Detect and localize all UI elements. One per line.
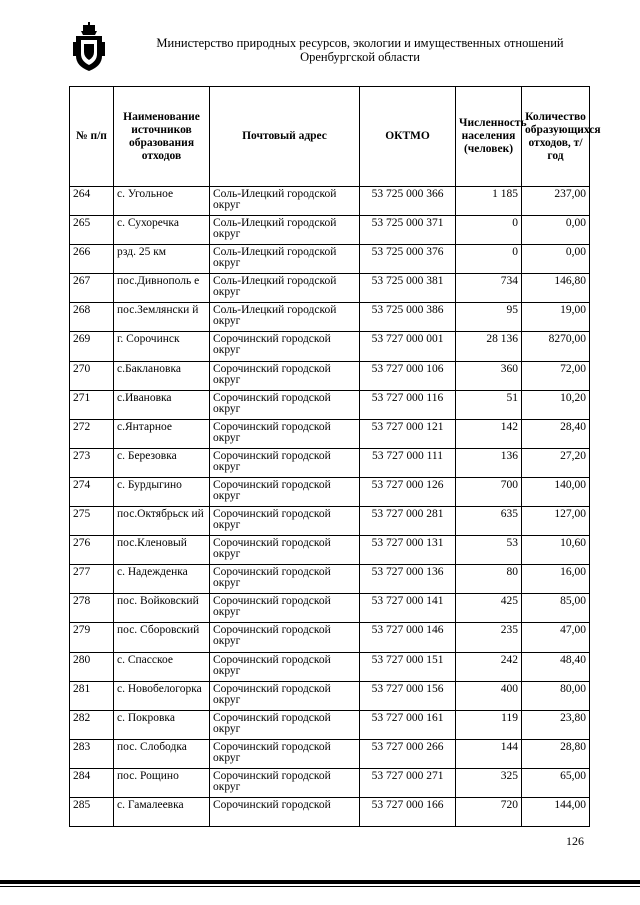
oktmo-code: 53 727 000 111 bbox=[360, 448, 456, 477]
population: 242 bbox=[456, 652, 522, 681]
table-row bbox=[70, 652, 590, 681]
table-row bbox=[70, 710, 590, 739]
source-name: пос. Слободка bbox=[114, 739, 210, 768]
table-row bbox=[70, 565, 590, 594]
postal-address: Соль-Илецкий городской округ bbox=[210, 187, 360, 216]
waste-amount: 48,40 bbox=[522, 652, 590, 681]
population: 53 bbox=[456, 536, 522, 565]
source-name: с. Новобелогорка bbox=[114, 681, 210, 710]
postal-address: Сорочинский городской округ bbox=[210, 768, 360, 797]
waste-amount: 127,00 bbox=[522, 507, 590, 536]
postal-address: Сорочинский городской bbox=[210, 797, 360, 826]
oktmo-code: 53 727 000 266 bbox=[360, 739, 456, 768]
footer-rule-thin bbox=[0, 886, 640, 887]
oktmo-code: 53 727 000 151 bbox=[360, 652, 456, 681]
waste-amount: 0,00 bbox=[522, 216, 590, 245]
oktmo-code: 53 725 000 376 bbox=[360, 245, 456, 274]
waste-amount: 16,00 bbox=[522, 565, 590, 594]
table-row bbox=[70, 477, 590, 506]
oktmo-code: 53 727 000 131 bbox=[360, 536, 456, 565]
population: 734 bbox=[456, 274, 522, 303]
column-header: Наименование источников образования отходов bbox=[114, 87, 210, 187]
source-name: пос. Сборовский bbox=[114, 623, 210, 652]
table-row bbox=[70, 187, 590, 216]
oktmo-code: 53 725 000 386 bbox=[360, 303, 456, 332]
population: 235 bbox=[456, 623, 522, 652]
column-header: Количество образующихся отходов, т/год bbox=[522, 87, 590, 187]
source-name: пос. Рощино bbox=[114, 768, 210, 797]
row-number: 278 bbox=[70, 594, 114, 623]
row-number: 267 bbox=[70, 274, 114, 303]
postal-address: Сорочинский городской округ bbox=[210, 594, 360, 623]
table-row bbox=[70, 419, 590, 448]
population: 360 bbox=[456, 361, 522, 390]
row-number: 279 bbox=[70, 623, 114, 652]
ministry-title bbox=[120, 36, 600, 64]
oktmo-code: 53 727 000 271 bbox=[360, 768, 456, 797]
waste-amount: 72,00 bbox=[522, 361, 590, 390]
table-header-row bbox=[70, 87, 590, 187]
page-number: 126 bbox=[566, 834, 584, 848]
waste-amount: 23,80 bbox=[522, 710, 590, 739]
table-row bbox=[70, 274, 590, 303]
population: 119 bbox=[456, 710, 522, 739]
population: 0 bbox=[456, 245, 522, 274]
table-row bbox=[70, 536, 590, 565]
oktmo-code: 53 727 000 281 bbox=[360, 507, 456, 536]
postal-address: Соль-Илецкий городской округ bbox=[210, 245, 360, 274]
population: 95 bbox=[456, 303, 522, 332]
source-name: с. Березовка bbox=[114, 448, 210, 477]
population: 142 bbox=[456, 419, 522, 448]
source-name: с.Янтарное bbox=[114, 419, 210, 448]
oktmo-code: 53 727 000 141 bbox=[360, 594, 456, 623]
source-name: пос.Землянски й bbox=[114, 303, 210, 332]
waste-amount: 28,40 bbox=[522, 419, 590, 448]
table-row bbox=[70, 507, 590, 536]
source-name: с. Гамалеевка bbox=[114, 797, 210, 826]
oktmo-code: 53 727 000 136 bbox=[360, 565, 456, 594]
table-row bbox=[70, 681, 590, 710]
postal-address: Сорочинский городской округ bbox=[210, 361, 360, 390]
column-header: № п/п bbox=[70, 87, 114, 187]
population: 1 185 bbox=[456, 187, 522, 216]
oktmo-code: 53 725 000 371 bbox=[360, 216, 456, 245]
population: 720 bbox=[456, 797, 522, 826]
postal-address: Соль-Илецкий городской округ bbox=[210, 274, 360, 303]
source-name: пос.Кленовый bbox=[114, 536, 210, 565]
source-name: г. Сорочинск bbox=[114, 332, 210, 361]
row-number: 284 bbox=[70, 768, 114, 797]
row-number: 269 bbox=[70, 332, 114, 361]
waste-amount: 10,20 bbox=[522, 390, 590, 419]
row-number: 264 bbox=[70, 187, 114, 216]
source-name: с. Надежденка bbox=[114, 565, 210, 594]
postal-address: Сорочинский городской округ bbox=[210, 419, 360, 448]
table-row bbox=[70, 797, 590, 826]
table-row bbox=[70, 216, 590, 245]
table-row bbox=[70, 332, 590, 361]
postal-address: Сорочинский городской округ bbox=[210, 332, 360, 361]
table-row bbox=[70, 739, 590, 768]
row-number: 281 bbox=[70, 681, 114, 710]
row-number: 274 bbox=[70, 477, 114, 506]
table-row bbox=[70, 768, 590, 797]
row-number: 271 bbox=[70, 390, 114, 419]
population: 144 bbox=[456, 739, 522, 768]
table-row bbox=[70, 594, 590, 623]
waste-amount: 237,00 bbox=[522, 187, 590, 216]
row-number: 272 bbox=[70, 419, 114, 448]
row-number: 273 bbox=[70, 448, 114, 477]
coat-of-arms-icon bbox=[73, 22, 105, 72]
source-name: рзд. 25 км bbox=[114, 245, 210, 274]
oktmo-code: 53 727 000 161 bbox=[360, 710, 456, 739]
table-row bbox=[70, 448, 590, 477]
oktmo-code: 53 727 000 121 bbox=[360, 419, 456, 448]
source-name: пос. Войковский bbox=[114, 594, 210, 623]
waste-amount: 140,00 bbox=[522, 477, 590, 506]
postal-address: Соль-Илецкий городской округ bbox=[210, 216, 360, 245]
population: 700 bbox=[456, 477, 522, 506]
oktmo-code: 53 727 000 156 bbox=[360, 681, 456, 710]
oktmo-code: 53 727 000 146 bbox=[360, 623, 456, 652]
row-number: 283 bbox=[70, 739, 114, 768]
waste-amount: 27,20 bbox=[522, 448, 590, 477]
postal-address: Сорочинский городской округ bbox=[210, 623, 360, 652]
source-name: с.Баклановка bbox=[114, 361, 210, 390]
waste-sources-table bbox=[69, 86, 601, 827]
row-number: 268 bbox=[70, 303, 114, 332]
postal-address: Сорочинский городской округ bbox=[210, 536, 360, 565]
row-number: 276 bbox=[70, 536, 114, 565]
table-row bbox=[70, 361, 590, 390]
table-row bbox=[70, 245, 590, 274]
oktmo-code: 53 727 000 116 bbox=[360, 390, 456, 419]
waste-amount: 19,00 bbox=[522, 303, 590, 332]
waste-amount: 10,60 bbox=[522, 536, 590, 565]
row-number: 265 bbox=[70, 216, 114, 245]
waste-amount: 47,00 bbox=[522, 623, 590, 652]
source-name: с. Угольное bbox=[114, 187, 210, 216]
waste-amount: 146,80 bbox=[522, 274, 590, 303]
waste-amount: 85,00 bbox=[522, 594, 590, 623]
postal-address: Сорочинский городской округ bbox=[210, 565, 360, 594]
row-number: 266 bbox=[70, 245, 114, 274]
postal-address: Сорочинский городской округ bbox=[210, 710, 360, 739]
postal-address: Сорочинский городской округ bbox=[210, 739, 360, 768]
population: 400 bbox=[456, 681, 522, 710]
population: 325 bbox=[456, 768, 522, 797]
population: 51 bbox=[456, 390, 522, 419]
waste-amount: 65,00 bbox=[522, 768, 590, 797]
population: 136 bbox=[456, 448, 522, 477]
population: 80 bbox=[456, 565, 522, 594]
population: 0 bbox=[456, 216, 522, 245]
postal-address: Сорочинский городской округ bbox=[210, 390, 360, 419]
oktmo-code: 53 727 000 126 bbox=[360, 477, 456, 506]
row-number: 282 bbox=[70, 710, 114, 739]
source-name: с. Покровка bbox=[114, 710, 210, 739]
source-name: с. Сухоречка bbox=[114, 216, 210, 245]
population: 28 136 bbox=[456, 332, 522, 361]
postal-address: Соль-Илецкий городской округ bbox=[210, 303, 360, 332]
table-row bbox=[70, 623, 590, 652]
table-row bbox=[70, 390, 590, 419]
row-number: 270 bbox=[70, 361, 114, 390]
ministry-line-2: Оренбургской области bbox=[300, 50, 420, 64]
waste-amount: 8270,00 bbox=[522, 332, 590, 361]
waste-amount: 80,00 bbox=[522, 681, 590, 710]
postal-address: Сорочинский городской округ bbox=[210, 448, 360, 477]
waste-amount: 0,00 bbox=[522, 245, 590, 274]
source-name: с. Спасское bbox=[114, 652, 210, 681]
ministry-line-1: Министерство природных ресурсов, экологии и имущественных отношений bbox=[156, 36, 564, 50]
waste-amount: 144,00 bbox=[522, 797, 590, 826]
source-name: пос.Дивнополь е bbox=[114, 274, 210, 303]
postal-address: Сорочинский городской округ bbox=[210, 507, 360, 536]
oktmo-code: 53 727 000 001 bbox=[360, 332, 456, 361]
row-number: 285 bbox=[70, 797, 114, 826]
row-number: 275 bbox=[70, 507, 114, 536]
oktmo-code: 53 727 000 166 bbox=[360, 797, 456, 826]
population: 425 bbox=[456, 594, 522, 623]
oktmo-code: 53 725 000 366 bbox=[360, 187, 456, 216]
oktmo-code: 53 727 000 106 bbox=[360, 361, 456, 390]
oktmo-code: 53 725 000 381 bbox=[360, 274, 456, 303]
column-header: ОКТМО bbox=[360, 87, 456, 187]
row-number: 280 bbox=[70, 652, 114, 681]
population: 635 bbox=[456, 507, 522, 536]
column-header: Численность населения (человек) bbox=[456, 87, 522, 187]
source-name: с.Ивановка bbox=[114, 390, 210, 419]
row-number: 277 bbox=[70, 565, 114, 594]
postal-address: Сорочинский городской округ bbox=[210, 652, 360, 681]
page-header bbox=[0, 22, 640, 76]
table-row bbox=[70, 303, 590, 332]
source-name: пос.Октябрьск ий bbox=[114, 507, 210, 536]
postal-address: Сорочинский городской округ bbox=[210, 681, 360, 710]
table-body bbox=[70, 187, 590, 827]
column-header: Почтовый адрес bbox=[210, 87, 360, 187]
footer-rule-thick bbox=[0, 880, 640, 884]
postal-address: Сорочинский городской округ bbox=[210, 477, 360, 506]
source-name: с. Бурдыгино bbox=[114, 477, 210, 506]
waste-amount: 28,80 bbox=[522, 739, 590, 768]
